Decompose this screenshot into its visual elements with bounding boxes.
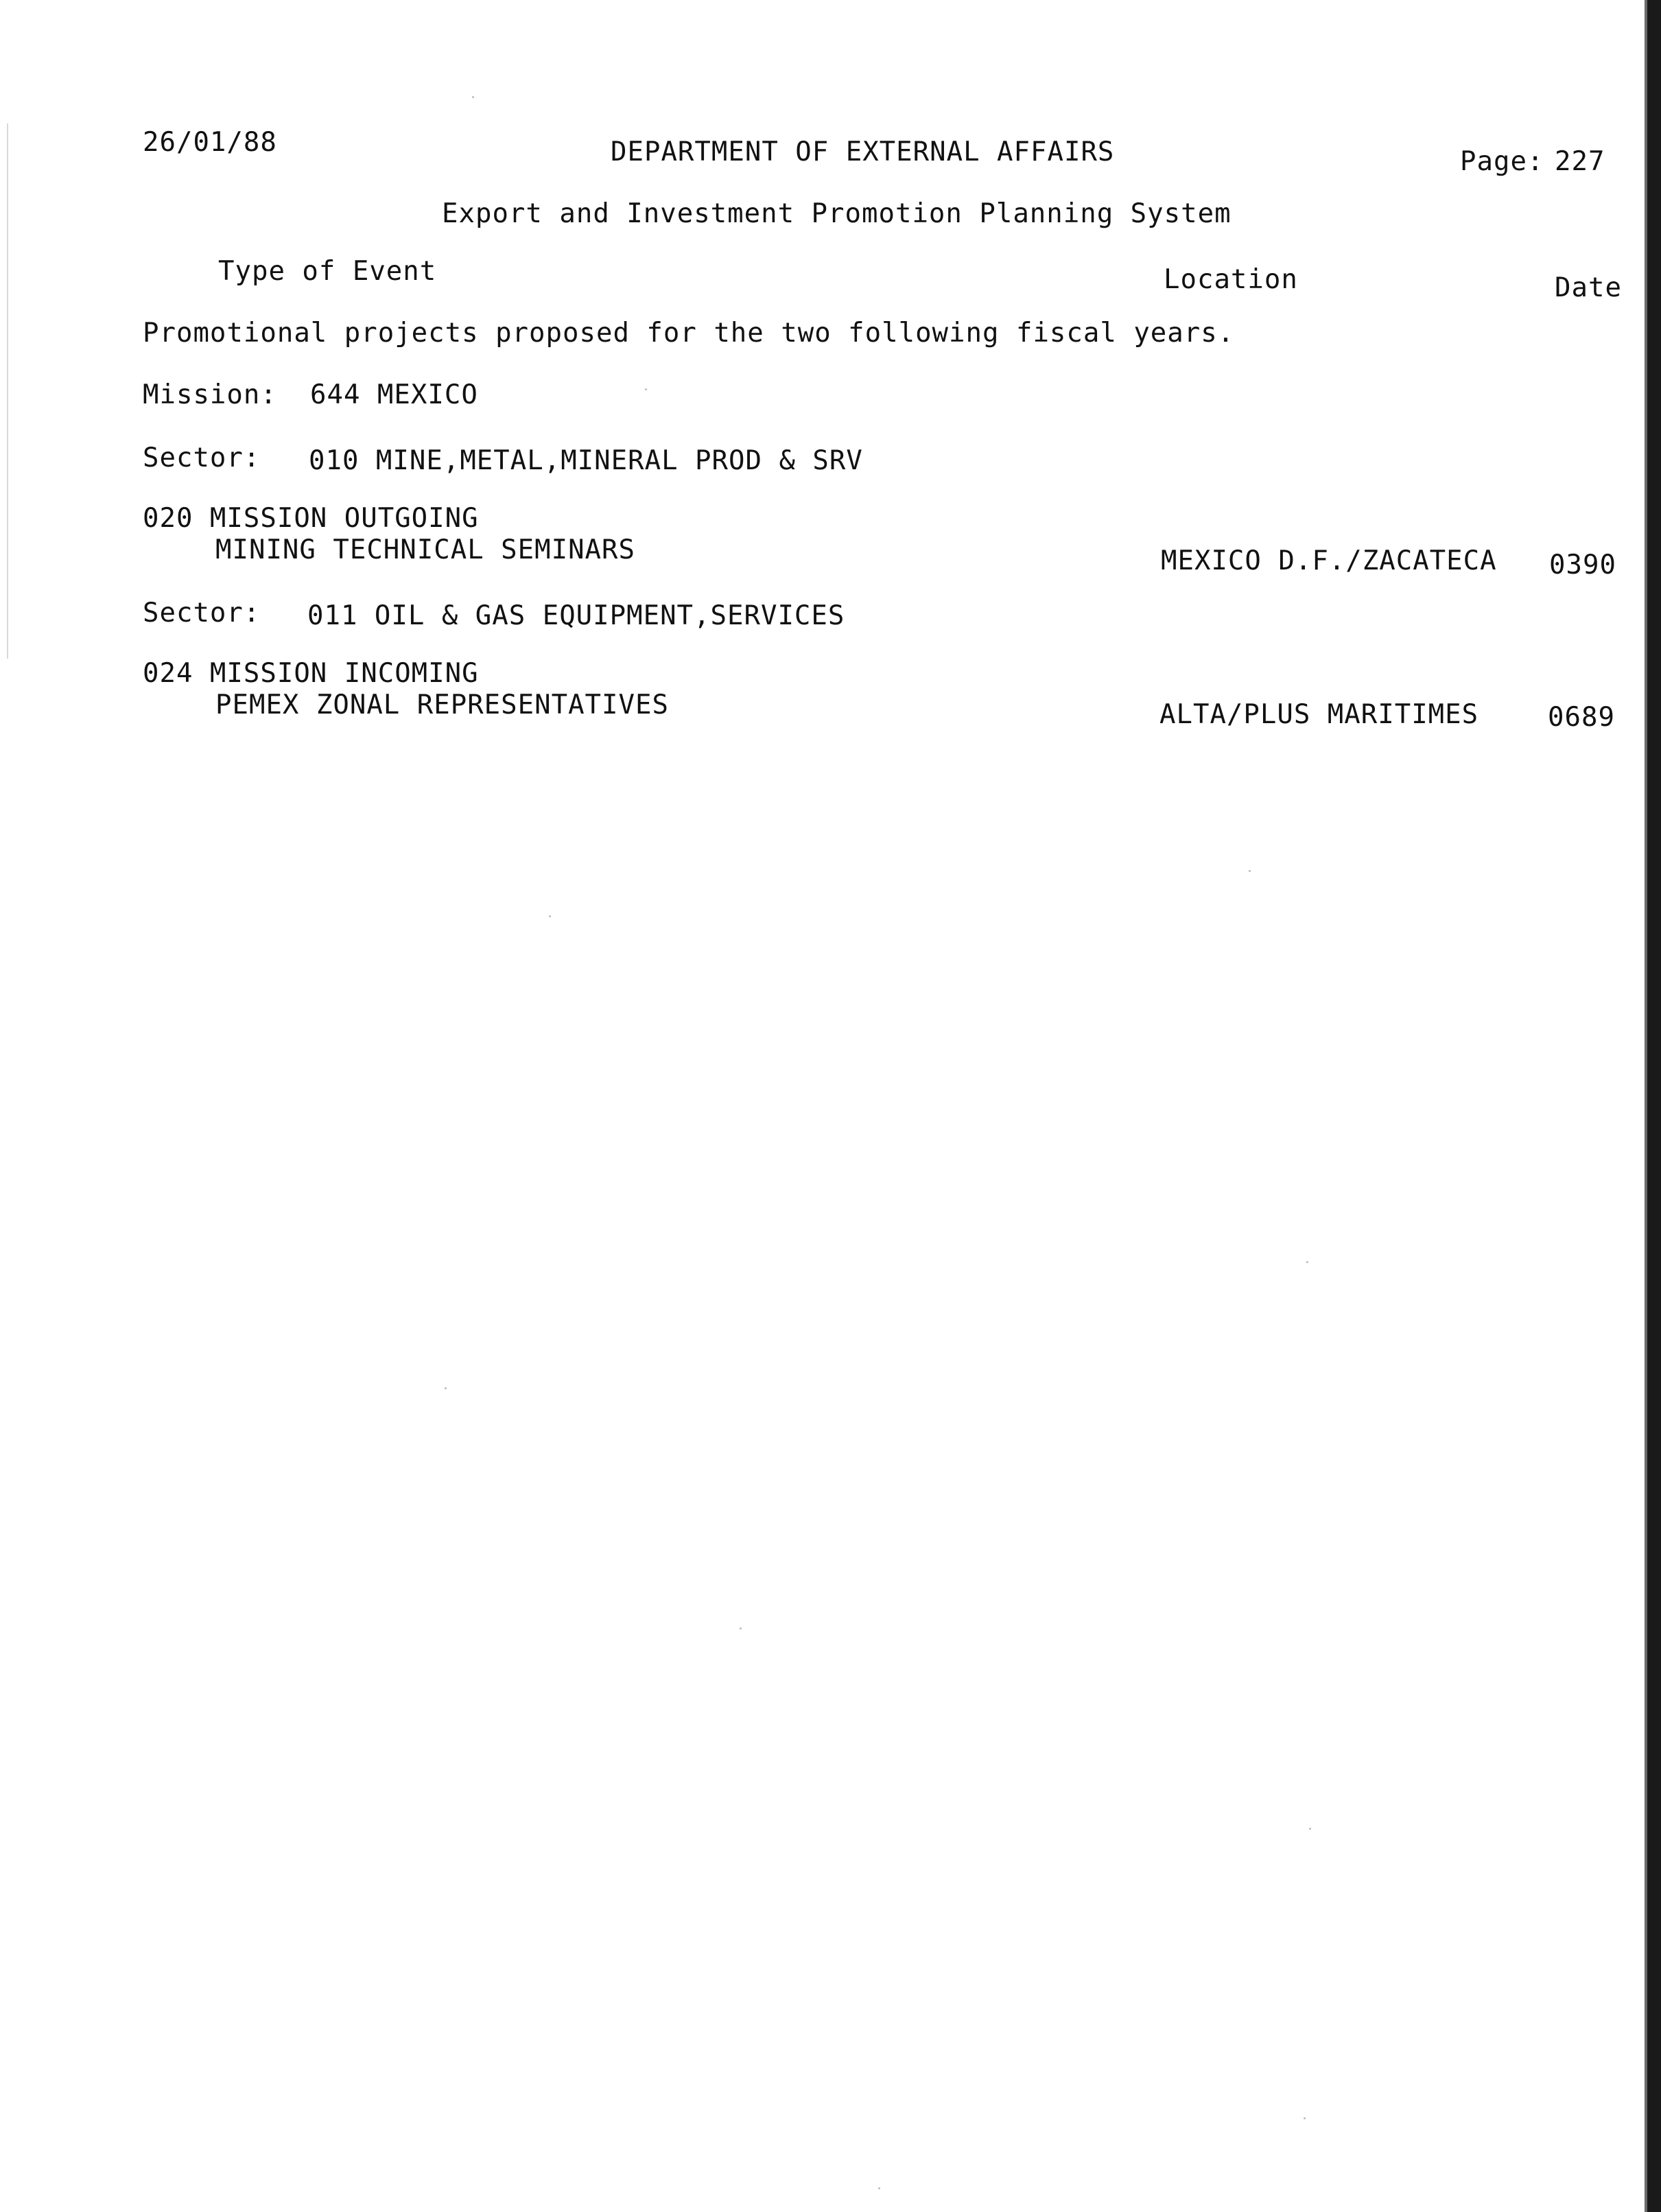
scan-speck: [740, 1627, 742, 1629]
intro-text: Promotional projects proposed for the two following fiscal years.: [143, 318, 1235, 349]
scan-right-edge: [1647, 0, 1661, 2212]
scan-speck: [549, 915, 551, 917]
scan-speck: [472, 96, 474, 98]
sector-label: Sector:: [143, 443, 261, 473]
scan-speck: [445, 1387, 447, 1389]
scan-speck: [1306, 1261, 1308, 1263]
scan-speck: [1309, 1828, 1311, 1830]
column-header-location: Location: [1164, 264, 1298, 295]
event-type: 024 MISSION INCOMING: [143, 658, 479, 689]
event-name: MINING TECHNICAL SEMINARS: [215, 534, 635, 565]
sector-label: Sector:: [143, 598, 261, 628]
scan-speck: [1304, 2117, 1306, 2119]
mission-label: Mission:: [143, 379, 277, 410]
page-label: Page:: [1460, 146, 1544, 177]
scan-speck: [878, 2187, 880, 2189]
event-type: 020 MISSION OUTGOING: [143, 503, 479, 534]
mission-value: 644 MEXICO: [310, 379, 478, 410]
report-date: 26/01/88: [143, 127, 277, 158]
sector-value: 011 OIL & GAS EQUIPMENT,SERVICES: [307, 600, 845, 631]
event-location: MEXICO D.F./ZACATECA: [1161, 545, 1497, 576]
sector-value: 010 MINE,METAL,MINERAL PROD & SRV: [309, 445, 863, 476]
event-date: 0689: [1548, 702, 1615, 733]
event-date: 0390: [1549, 550, 1616, 580]
event-location: ALTA/PLUS MARITIMES: [1159, 699, 1479, 730]
column-header-type-of-event: Type of Event: [218, 256, 437, 287]
scan-speck: [645, 388, 647, 390]
page-number: 227: [1555, 146, 1605, 177]
scan-speck: [1249, 870, 1251, 872]
system-title: Export and Investment Promotion Planning System: [442, 198, 1232, 229]
scan-left-edge: [7, 123, 8, 659]
event-name: PEMEX ZONAL REPRESENTATIVES: [215, 690, 669, 720]
column-header-date: Date: [1555, 272, 1622, 303]
department-title: DEPARTMENT OF EXTERNAL AFFAIRS: [611, 137, 1115, 167]
